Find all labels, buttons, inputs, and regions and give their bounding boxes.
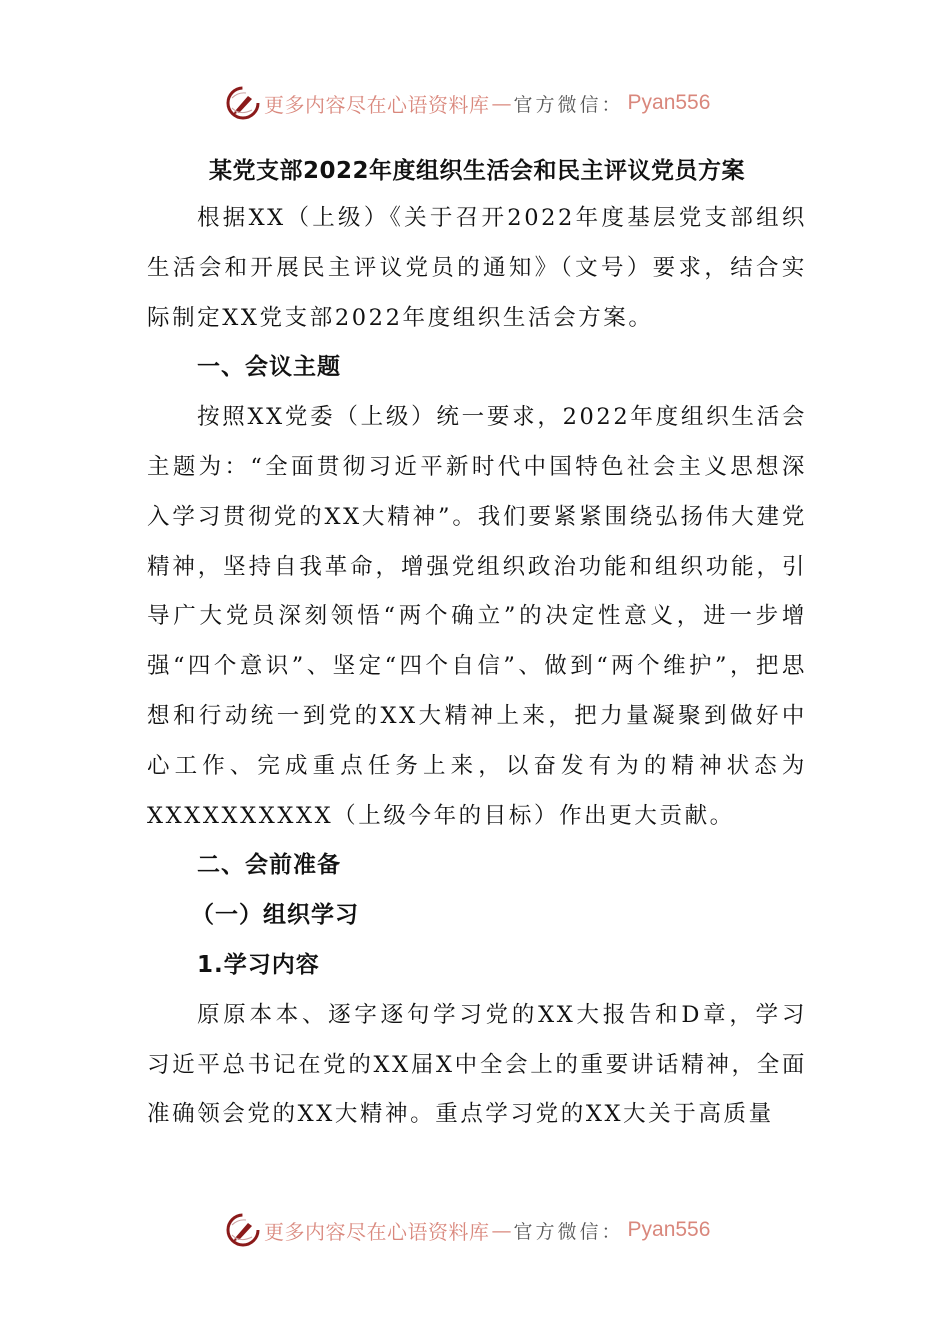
- section-heading-preparation: 二、会前准备: [197, 852, 341, 879]
- watermark-main-text: 更多内容尽在心语资料库: [264, 1219, 490, 1244]
- intro-paragraph: 根据XX（上级）《关于召开2022年度基层党支部组织生活会和开展民主评议党员的通知》（文号）要求，结合实际制定XX党支部2022年度组织生活会方案。: [147, 205, 807, 331]
- watermark-wechat-label: 官方微信：: [513, 1220, 624, 1243]
- watermark-dash: —: [491, 1218, 512, 1242]
- section-body-meeting-theme: 按照XX党委（上级）统一要求，2022年度组织生活会主题为：“全面贯彻习近平新时代中国特色社会主义思想深入学习贯彻党的XX大精神”。我们要紧紧围绕弘扬伟大建党精神，坚持自我革命，增强党组织政治功能和组织功能，引导广大党员深刻领悟“两个确立”的决定性意义，进一步增强“四个意识”、坚定“四个自信”、做到“两个维护”，把思想和行动统一到党的XX大精神上来，把力量凝聚到做好中心工作、完成重点任务上来，以奋发有为的精神状态为XXXXXXXXXX（上级今年的目标）作出更大贡献。: [147, 404, 807, 829]
- subheading-organize-study: （一）组织学习: [191, 902, 359, 929]
- watermark-footer: [226, 1210, 710, 1250]
- quill-pen-logo-icon: [226, 86, 260, 120]
- watermark-wechat-label: 官方微信：: [513, 93, 624, 116]
- section-body-study-content: 原原本本、逐字逐句学习党的XX大报告和D章，学习习近平总书记在党的XX届X中全会上的重要讲话精神，全面准确领会党的XX大精神。重点学习党的XX大关于高质量: [147, 1001, 807, 1128]
- watermark-main-text: 更多内容尽在心语资料库: [264, 92, 490, 117]
- document-page: [147, 148, 807, 1140]
- section-heading-meeting-theme: 一、会议主题: [197, 354, 341, 381]
- document-title: 某党支部2022年度组织生活会和民主评议党员方案: [208, 158, 745, 184]
- watermark-dash: —: [491, 91, 512, 115]
- watermark-wechat-id: Pyan556: [627, 91, 711, 114]
- watermark-wechat-id: Pyan556: [627, 1218, 711, 1241]
- quill-pen-logo-icon: [226, 1213, 260, 1247]
- watermark-header: [226, 83, 710, 123]
- item-heading-study-content: 1.学习内容: [197, 951, 320, 978]
